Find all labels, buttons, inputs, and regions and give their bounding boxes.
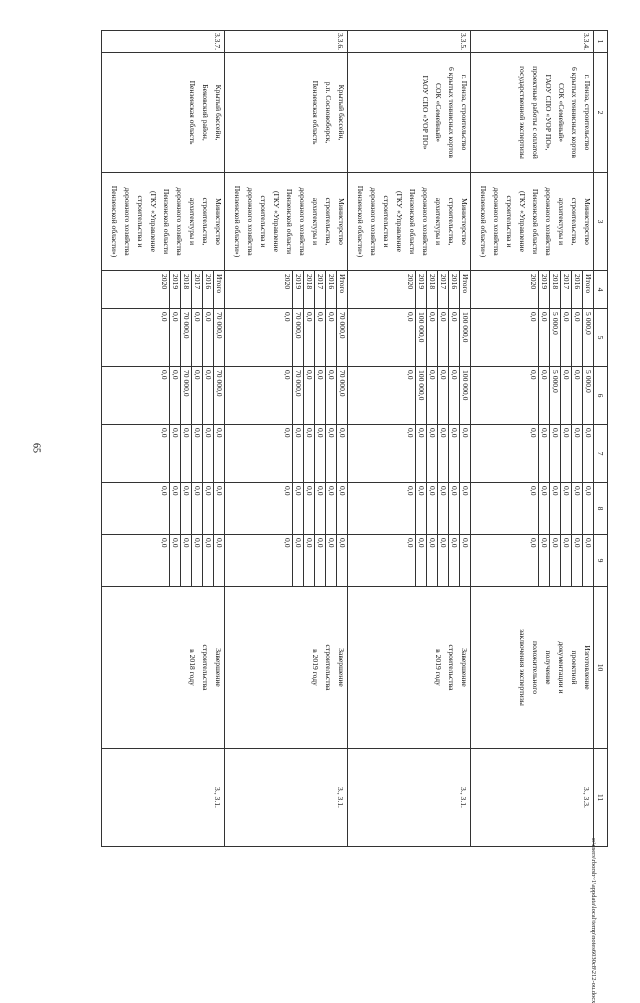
amount-cell-c5 <box>102 309 225 367</box>
amount-value: 0,0 <box>459 535 470 586</box>
reference-value: 3., 3.1. <box>213 787 222 808</box>
column-header: 6 <box>594 367 608 425</box>
reference-value: 3., 3.1. <box>336 787 345 808</box>
amount-value: 70 000,0 <box>336 367 347 424</box>
result-line: строительства <box>324 644 334 691</box>
amount-value: 0,0 <box>560 483 571 534</box>
reference-value: 3., 3.3. <box>582 787 591 808</box>
executor-line: Министерство <box>460 198 469 245</box>
column-header: 1 <box>594 31 608 53</box>
rotated-table-wrapper <box>90 30 608 846</box>
amount-value: 0,0 <box>160 428 169 438</box>
result-line: документации и <box>557 641 567 694</box>
reference-value: 3., 3.1. <box>459 787 468 808</box>
object-name-line: Крытый бассейн, <box>214 84 223 141</box>
amount-value: 100 000,0 <box>415 367 426 424</box>
result-line: положительного <box>531 641 541 694</box>
amount-value: 5 000,0 <box>549 367 560 424</box>
amount-cell-c8 <box>225 483 348 535</box>
amount-value: 0,0 <box>213 535 224 586</box>
amount-value: 0,0 <box>437 483 448 534</box>
item-number: 3.3.7. <box>213 32 222 51</box>
amount-cell-c7 <box>348 425 471 483</box>
amount-cell-c6 <box>348 367 471 425</box>
executor-line: строительства и <box>505 195 515 248</box>
reference-cell <box>348 749 471 847</box>
year-label: 2017 <box>437 271 448 308</box>
year-label: 2019 <box>169 271 180 308</box>
executor-line: Пензенской области <box>162 188 172 255</box>
amount-cell-c9 <box>471 535 594 587</box>
executor-line: Пензенской области <box>408 188 418 255</box>
result-line: Завершение <box>460 648 469 687</box>
executor-line: Пензенской области») <box>479 185 489 258</box>
amount-value: 0,0 <box>160 370 169 380</box>
executor-line: дорожного хозяйства <box>544 187 554 256</box>
result-cell <box>102 587 225 749</box>
amount-value: 0,0 <box>160 486 169 496</box>
amount-value: 0,0 <box>448 425 459 482</box>
table-row <box>471 31 594 847</box>
result-line: Завершение <box>214 648 223 687</box>
result-cell <box>348 587 471 749</box>
amount-value: 0,0 <box>191 309 202 366</box>
object-name-line: 6 крытых теннисных кортов <box>570 67 580 158</box>
result-cell <box>225 587 348 749</box>
amount-value: 0,0 <box>538 535 549 586</box>
result-line: строительства <box>447 644 457 691</box>
item-number-cell <box>102 31 225 53</box>
column-header: 11 <box>594 749 608 847</box>
amount-value: 0,0 <box>538 367 549 424</box>
result-line: в 2018 году <box>188 649 198 686</box>
amount-value: 0,0 <box>426 309 437 366</box>
amount-value: 5 000,0 <box>549 309 560 366</box>
year-cell <box>102 271 225 309</box>
year-label: 2019 <box>415 271 426 308</box>
amount-value: 0,0 <box>459 483 470 534</box>
amount-value: 0,0 <box>160 538 169 548</box>
executor-line: строительства и <box>382 195 392 248</box>
executor-line: дорожного хозяйства <box>123 187 133 256</box>
amount-cell-c5 <box>348 309 471 367</box>
executor-line: Министерство <box>214 198 223 245</box>
year-label: 2020 <box>283 274 292 290</box>
amount-value: 70 000,0 <box>213 309 224 366</box>
year-label: Итого <box>459 271 470 308</box>
executor-line: Пензенской области <box>531 188 541 255</box>
amount-value: 0,0 <box>560 309 571 366</box>
executor-line: дорожного хозяйства <box>421 187 431 256</box>
amount-value: 0,0 <box>415 425 426 482</box>
amount-value: 0,0 <box>169 535 180 586</box>
executor-line: строительства, <box>324 197 334 246</box>
year-label: 2016 <box>571 271 582 308</box>
amount-value: 0,0 <box>560 367 571 424</box>
amount-value: 0,0 <box>582 535 593 586</box>
amount-value: 0,0 <box>459 425 470 482</box>
executor-line: архитектуры и <box>434 197 444 246</box>
amount-value: 0,0 <box>336 425 347 482</box>
amount-value: 0,0 <box>560 535 571 586</box>
amount-value: 0,0 <box>571 535 582 586</box>
executor-line: Пензенской области») <box>110 185 120 258</box>
executor-line: архитектуры и <box>188 197 198 246</box>
object-name-line: Бековский район, <box>201 84 211 141</box>
amount-cell-c8 <box>471 483 594 535</box>
amount-value: 0,0 <box>325 309 336 366</box>
column-header: 7 <box>594 425 608 483</box>
amount-value: 70 000,0 <box>292 309 303 366</box>
object-name-line: г. Пенза, строительство <box>460 74 469 151</box>
amount-value: 70 000,0 <box>180 367 191 424</box>
amount-value: 0,0 <box>202 483 213 534</box>
table-body <box>102 31 594 847</box>
document-path-footer: c:\users\rborsh~1\appdata\local\temp\notes6030c8\212-ou.docx <box>590 838 597 1003</box>
amount-value: 0,0 <box>314 425 325 482</box>
amount-value: 0,0 <box>325 535 336 586</box>
executor-line: строительства, <box>201 197 211 246</box>
year-label: 2020 <box>529 274 538 290</box>
executor-line: Пензенской области») <box>233 185 243 258</box>
amount-value: 0,0 <box>406 486 415 496</box>
amount-value: 70 000,0 <box>213 367 224 424</box>
object-name-line: Крытый бассейн, <box>337 84 346 141</box>
object-name-line: ГАОУ СПО «УОР ПО», <box>544 74 554 151</box>
page-number: 65 <box>30 443 42 453</box>
column-header: 3 <box>594 173 608 271</box>
amount-value: 0,0 <box>283 370 292 380</box>
result-line: проектной <box>570 650 580 685</box>
amount-value: 100 000,0 <box>459 309 470 366</box>
executor-line: Министерство <box>583 198 592 245</box>
amount-value: 0,0 <box>538 483 549 534</box>
object-name-line: Пензенская область <box>311 80 321 145</box>
amount-value: 0,0 <box>160 312 169 322</box>
item-number-cell <box>348 31 471 53</box>
executor-line: (ГКУ «Управление <box>518 191 528 252</box>
reference-cell <box>471 749 594 847</box>
executor-cell <box>471 173 594 271</box>
amount-value: 0,0 <box>292 483 303 534</box>
result-line: получение <box>544 650 554 685</box>
executor-line: (ГКУ «Управление <box>149 191 159 252</box>
object-name-line: г. Пенза, строительство <box>583 74 592 151</box>
amount-value: 0,0 <box>180 535 191 586</box>
year-label: 2018 <box>549 271 560 308</box>
year-label: 2019 <box>292 271 303 308</box>
amount-cell-c6 <box>102 367 225 425</box>
amount-value: 0,0 <box>437 535 448 586</box>
amount-value: 0,0 <box>169 425 180 482</box>
amount-value: 0,0 <box>191 425 202 482</box>
year-label: Итого <box>582 271 593 308</box>
executor-cell <box>102 173 225 271</box>
amount-value: 0,0 <box>437 425 448 482</box>
executor-line: строительства и <box>259 195 269 248</box>
amount-value: 0,0 <box>283 312 292 322</box>
amount-value: 0,0 <box>571 425 582 482</box>
column-header: 8 <box>594 483 608 535</box>
amount-value: 0,0 <box>406 538 415 548</box>
amount-value: 0,0 <box>314 483 325 534</box>
amount-value: 5 000,0 <box>582 309 593 366</box>
amount-value: 0,0 <box>325 483 336 534</box>
amount-value: 0,0 <box>426 483 437 534</box>
amount-value: 0,0 <box>314 535 325 586</box>
table-row <box>102 31 225 847</box>
amount-value: 0,0 <box>303 483 314 534</box>
amount-value: 0,0 <box>202 425 213 482</box>
object-name-cell <box>102 53 225 173</box>
amount-value: 0,0 <box>303 309 314 366</box>
executor-line: строительства и <box>136 195 146 248</box>
item-number-cell <box>471 31 594 53</box>
amount-value: 0,0 <box>549 535 560 586</box>
year-label: 2016 <box>448 271 459 308</box>
amount-value: 0,0 <box>448 309 459 366</box>
executor-line: строительства, <box>570 197 580 246</box>
amount-value: 0,0 <box>538 309 549 366</box>
amount-value: 0,0 <box>325 367 336 424</box>
object-name-cell <box>225 53 348 173</box>
executor-line: архитектуры и <box>311 197 321 246</box>
executor-line: дорожного хозяйства <box>298 187 308 256</box>
amount-value: 0,0 <box>406 428 415 438</box>
object-name-cell <box>348 53 471 173</box>
amount-value: 0,0 <box>549 425 560 482</box>
amount-value: 0,0 <box>191 535 202 586</box>
result-line: Изготовление <box>583 645 592 690</box>
year-label: 2017 <box>191 271 202 308</box>
object-name-line: 6 крытых теннисных кортов <box>447 67 457 158</box>
amount-cell-c5 <box>225 309 348 367</box>
amount-value: 0,0 <box>560 425 571 482</box>
amount-value: 0,0 <box>303 367 314 424</box>
amount-value: 0,0 <box>314 367 325 424</box>
year-label: 2018 <box>426 271 437 308</box>
column-header: 5 <box>594 309 608 367</box>
amount-value: 0,0 <box>191 483 202 534</box>
amount-value: 0,0 <box>437 367 448 424</box>
amount-value: 0,0 <box>292 535 303 586</box>
result-line: Завершение <box>337 648 346 687</box>
amount-value: 0,0 <box>571 309 582 366</box>
reference-cell <box>102 749 225 847</box>
amount-cell-c6 <box>225 367 348 425</box>
year-label: 2018 <box>180 271 191 308</box>
amount-cell-c7 <box>225 425 348 483</box>
column-header: 2 <box>594 53 608 173</box>
amount-value: 0,0 <box>303 535 314 586</box>
executor-line: архитектуры и <box>557 197 567 246</box>
amount-value: 0,0 <box>169 309 180 366</box>
amount-value: 0,0 <box>582 425 593 482</box>
amount-value: 70 000,0 <box>336 309 347 366</box>
amount-cell-c7 <box>102 425 225 483</box>
amount-value: 0,0 <box>426 425 437 482</box>
object-name-line: Пензенская область <box>188 80 198 145</box>
amount-value: 0,0 <box>415 535 426 586</box>
program-table <box>101 30 608 847</box>
column-header: 10 <box>594 587 608 749</box>
amount-value: 0,0 <box>303 425 314 482</box>
result-cell <box>471 587 594 749</box>
object-name-line: проектные работы с оплатой <box>531 66 541 159</box>
amount-value: 0,0 <box>415 483 426 534</box>
amount-value: 0,0 <box>169 483 180 534</box>
amount-cell-c9 <box>102 535 225 587</box>
year-label: 2020 <box>406 274 415 290</box>
column-number-row <box>594 31 608 847</box>
year-label: 2020 <box>160 274 169 290</box>
amount-cell-c7 <box>471 425 594 483</box>
year-cell <box>225 271 348 309</box>
executor-cell <box>225 173 348 271</box>
year-label: 2019 <box>538 271 549 308</box>
result-line: в 2019 году <box>434 649 444 686</box>
amount-value: 100 000,0 <box>459 367 470 424</box>
amount-value: 0,0 <box>529 486 538 496</box>
amount-cell-c5 <box>471 309 594 367</box>
amount-value: 0,0 <box>202 535 213 586</box>
year-label: Итого <box>336 271 347 308</box>
amount-value: 0,0 <box>571 483 582 534</box>
executor-line: дорожного хозяйства <box>492 187 502 256</box>
amount-value: 0,0 <box>529 428 538 438</box>
amount-value: 0,0 <box>169 367 180 424</box>
year-label: 2018 <box>303 271 314 308</box>
table-row <box>225 31 348 847</box>
item-number: 3.3.4. <box>582 32 591 51</box>
amount-cell-c6 <box>471 367 594 425</box>
executor-cell <box>348 173 471 271</box>
amount-cell-c8 <box>102 483 225 535</box>
executor-line: Пензенской области <box>285 188 295 255</box>
amount-value: 0,0 <box>283 538 292 548</box>
item-number: 3.3.6. <box>336 32 345 51</box>
result-line: в 2019 году <box>311 649 321 686</box>
amount-value: 0,0 <box>336 483 347 534</box>
amount-value: 0,0 <box>538 425 549 482</box>
object-name-line: СОК «Семейный» <box>434 82 444 143</box>
amount-value: 0,0 <box>202 309 213 366</box>
amount-value: 0,0 <box>202 367 213 424</box>
table-row <box>348 31 471 847</box>
year-label: 2016 <box>325 271 336 308</box>
amount-value: 0,0 <box>191 367 202 424</box>
object-name-line: государственной экспертизы <box>518 66 528 159</box>
amount-value: 0,0 <box>582 483 593 534</box>
amount-value: 70 000,0 <box>292 367 303 424</box>
executor-line: (ГКУ «Управление <box>272 191 282 252</box>
amount-value: 0,0 <box>314 309 325 366</box>
amount-value: 0,0 <box>529 538 538 548</box>
year-label: 2016 <box>202 271 213 308</box>
result-line: строительства <box>201 644 211 691</box>
amount-value: 0,0 <box>529 370 538 380</box>
object-name-line: ГАОУ СПО «УОР ПО» <box>421 75 431 150</box>
executor-line: (ГКУ «Управление <box>395 191 405 252</box>
amount-value: 0,0 <box>325 425 336 482</box>
amount-value: 0,0 <box>448 367 459 424</box>
executor-line: Пензенской области») <box>356 185 366 258</box>
column-header: 4 <box>594 271 608 309</box>
amount-value: 0,0 <box>437 309 448 366</box>
year-cell <box>471 271 594 309</box>
year-label: 2017 <box>560 271 571 308</box>
reference-cell <box>225 749 348 847</box>
amount-value: 5 000,0 <box>582 367 593 424</box>
item-number-cell <box>225 31 348 53</box>
object-name-line: р.п. Сосновоборск, <box>324 81 334 144</box>
executor-line: дорожного хозяйства <box>175 187 185 256</box>
executor-line: Министерство <box>337 198 346 245</box>
amount-value: 0,0 <box>571 367 582 424</box>
amount-value: 0,0 <box>180 483 191 534</box>
amount-value: 0,0 <box>426 367 437 424</box>
amount-value: 0,0 <box>529 312 538 322</box>
amount-value: 0,0 <box>448 535 459 586</box>
amount-value: 0,0 <box>406 370 415 380</box>
object-name-cell <box>471 53 594 173</box>
result-line: заключения экспертизы <box>518 629 528 706</box>
amount-value: 0,0 <box>406 312 415 322</box>
amount-cell-c9 <box>348 535 471 587</box>
year-label: Итого <box>213 271 224 308</box>
amount-value: 70 000,0 <box>180 309 191 366</box>
year-label: 2017 <box>314 271 325 308</box>
amount-value: 0,0 <box>213 483 224 534</box>
column-header: 9 <box>594 535 608 587</box>
amount-value: 0,0 <box>283 486 292 496</box>
amount-value: 0,0 <box>549 483 560 534</box>
amount-value: 0,0 <box>292 425 303 482</box>
amount-value: 0,0 <box>213 425 224 482</box>
amount-cell-c9 <box>225 535 348 587</box>
item-number: 3.3.5. <box>459 32 468 51</box>
amount-value: 0,0 <box>448 483 459 534</box>
executor-line: дорожного хозяйства <box>246 187 256 256</box>
object-name-line: СОК «Семейный» <box>557 82 567 143</box>
executor-line: дорожного хозяйства <box>369 187 379 256</box>
amount-value: 0,0 <box>283 428 292 438</box>
amount-value: 0,0 <box>426 535 437 586</box>
amount-cell-c8 <box>348 483 471 535</box>
amount-value: 0,0 <box>336 535 347 586</box>
year-cell <box>348 271 471 309</box>
amount-value: 100 000,0 <box>415 309 426 366</box>
amount-value: 0,0 <box>180 425 191 482</box>
executor-line: строительства, <box>447 197 457 246</box>
